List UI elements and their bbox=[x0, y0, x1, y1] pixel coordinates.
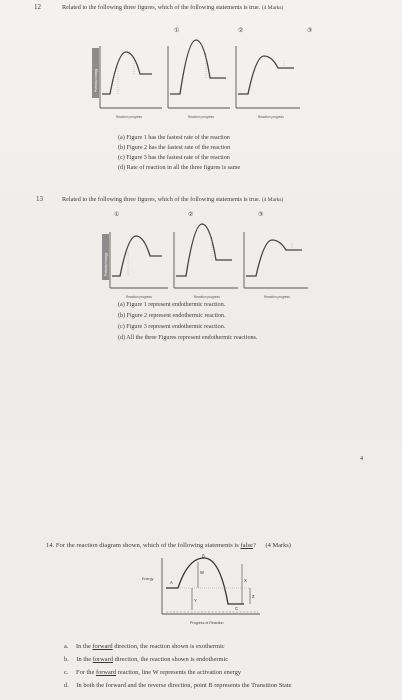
question-12-figures bbox=[88, 22, 318, 132]
q14-option-a-letter: a. bbox=[64, 643, 69, 650]
question-14-stem-false: false bbox=[240, 542, 253, 549]
fig13-chart-3 bbox=[244, 232, 308, 288]
q12-option-c[interactable]: (c) Figure 3 has the fastest rate of the reaction bbox=[118, 155, 230, 161]
q14-option-a[interactable] bbox=[64, 643, 225, 650]
q12-option-b[interactable]: (b) Figure 2 has the fastest rate of the reaction bbox=[118, 145, 231, 151]
question-13-marks: (4 Marks) bbox=[261, 197, 284, 203]
q13-option-c[interactable]: (c) Figure 3 represent endothermic reaction. bbox=[118, 324, 226, 330]
q14-option-b-pre: In the bbox=[76, 656, 93, 663]
fig13-curve-1 bbox=[112, 236, 162, 276]
q14-label-C: C bbox=[235, 606, 239, 611]
q14-option-c-pre: For the bbox=[76, 669, 96, 676]
question-14-diagram bbox=[140, 554, 280, 628]
q14-option-b-letter: b. bbox=[64, 656, 69, 663]
q12-option-a[interactable]: (a) Figure 1 has the fastest rate of the reaction bbox=[118, 135, 230, 141]
fig12-label-3: ③ bbox=[307, 28, 313, 34]
q14-option-a-link: forward bbox=[92, 643, 113, 650]
question-13-stem-text: Related to the following three figures, which of the following statements is true. bbox=[62, 196, 261, 203]
q14-ylabel: Energy bbox=[142, 577, 154, 581]
q14-option-b[interactable] bbox=[64, 656, 228, 663]
fig13-label-2: ② bbox=[188, 212, 194, 218]
fig13-label-1: ① bbox=[114, 212, 120, 218]
q14-option-c-link: forward bbox=[95, 669, 117, 676]
q14-option-d-pre: In both the forward and the reverse direction, point B represents the Transition State bbox=[76, 682, 292, 689]
fig12-label-1: ① bbox=[174, 28, 180, 34]
fig12-xlabel-3: Reaction progress bbox=[258, 115, 284, 119]
q14-option-c-post: reaction, line W represents the activation energy bbox=[116, 669, 242, 676]
q14-curve bbox=[166, 558, 244, 604]
q12-option-d[interactable]: (d) Rate of reaction in all the three figures is same bbox=[118, 165, 241, 171]
question-13-number: 13 bbox=[36, 195, 43, 203]
q14-option-b-post: direction, the reaction shown is endothermic bbox=[112, 656, 229, 663]
question-12-marks: (4 Marks) bbox=[261, 5, 284, 11]
fig13-label-3: ③ bbox=[258, 212, 264, 218]
fig12-xlabel-2: Reaction progress bbox=[188, 115, 214, 119]
q13-option-a[interactable]: (a) Figure 1 represent endothermic reaction. bbox=[118, 302, 226, 308]
q14-option-c[interactable] bbox=[64, 669, 241, 676]
fig12-label-2: ② bbox=[238, 28, 244, 34]
fig13-xlabel-2: Reaction progress bbox=[194, 295, 220, 299]
q13-option-b[interactable]: (b) Figure 2 represent endothermic reaction. bbox=[118, 313, 226, 319]
fig13-xlabel-3: Reaction progress bbox=[264, 295, 290, 299]
q14-label-W: W bbox=[200, 570, 204, 575]
fig13-chart-2 bbox=[174, 224, 238, 288]
question-14-stem-qmark: ? bbox=[252, 542, 256, 549]
question-14-stem-text: 14. For the reaction diagram shown, which of the following statements is bbox=[46, 542, 241, 549]
question-13-figures bbox=[98, 206, 318, 306]
fig12-chart-2 bbox=[168, 40, 230, 108]
question-14-marks: (4 Marks) bbox=[265, 542, 291, 549]
fig13-curve-3 bbox=[246, 240, 302, 276]
fig12-curve-2 bbox=[170, 40, 226, 94]
fig12-ylabel: Potential energy bbox=[94, 68, 98, 92]
fig12-curve-3 bbox=[238, 56, 294, 94]
fig13-ylabel: Potential energy bbox=[104, 252, 108, 276]
q14-option-a-pre: In the bbox=[76, 643, 93, 650]
question-12-stem bbox=[62, 4, 283, 11]
question-12-number: 12 bbox=[34, 3, 41, 11]
fig12-xlabel-1: Reaction progress bbox=[116, 115, 142, 119]
q14-label-A: A bbox=[170, 580, 173, 585]
q13-option-d[interactable]: (d) All the three Figures represent endothermic reactions. bbox=[118, 335, 258, 341]
fig12-chart-1 bbox=[100, 46, 162, 108]
fig13-chart-1 bbox=[110, 232, 168, 288]
q14-option-c-letter: c. bbox=[64, 669, 69, 676]
q14-option-b-link: forward bbox=[92, 656, 113, 663]
q14-label-Y: Y bbox=[194, 598, 197, 603]
question-12-stem-text: Related to the following three figures, which of the following statements is true. bbox=[62, 4, 261, 11]
q14-label-B: B bbox=[202, 554, 205, 559]
q14-label-X: X bbox=[244, 578, 247, 583]
q14-label-Z: Z bbox=[252, 594, 255, 599]
q14-option-a-post: direction, the reaction shown is exothermic bbox=[112, 643, 225, 650]
fig13-curve-2 bbox=[176, 224, 232, 276]
question-14-stem bbox=[46, 542, 291, 549]
q14-option-d[interactable] bbox=[64, 682, 292, 689]
fig13-xlabel-1: Reaction progress bbox=[126, 295, 152, 299]
fig12-chart-3 bbox=[236, 46, 300, 108]
q14-xlabel: Progress of Reaction bbox=[190, 621, 224, 625]
fig12-curve-1 bbox=[102, 52, 152, 94]
page-number: 4 bbox=[360, 456, 363, 462]
q14-option-d-letter: d. bbox=[64, 682, 69, 689]
question-13-stem bbox=[62, 196, 283, 203]
